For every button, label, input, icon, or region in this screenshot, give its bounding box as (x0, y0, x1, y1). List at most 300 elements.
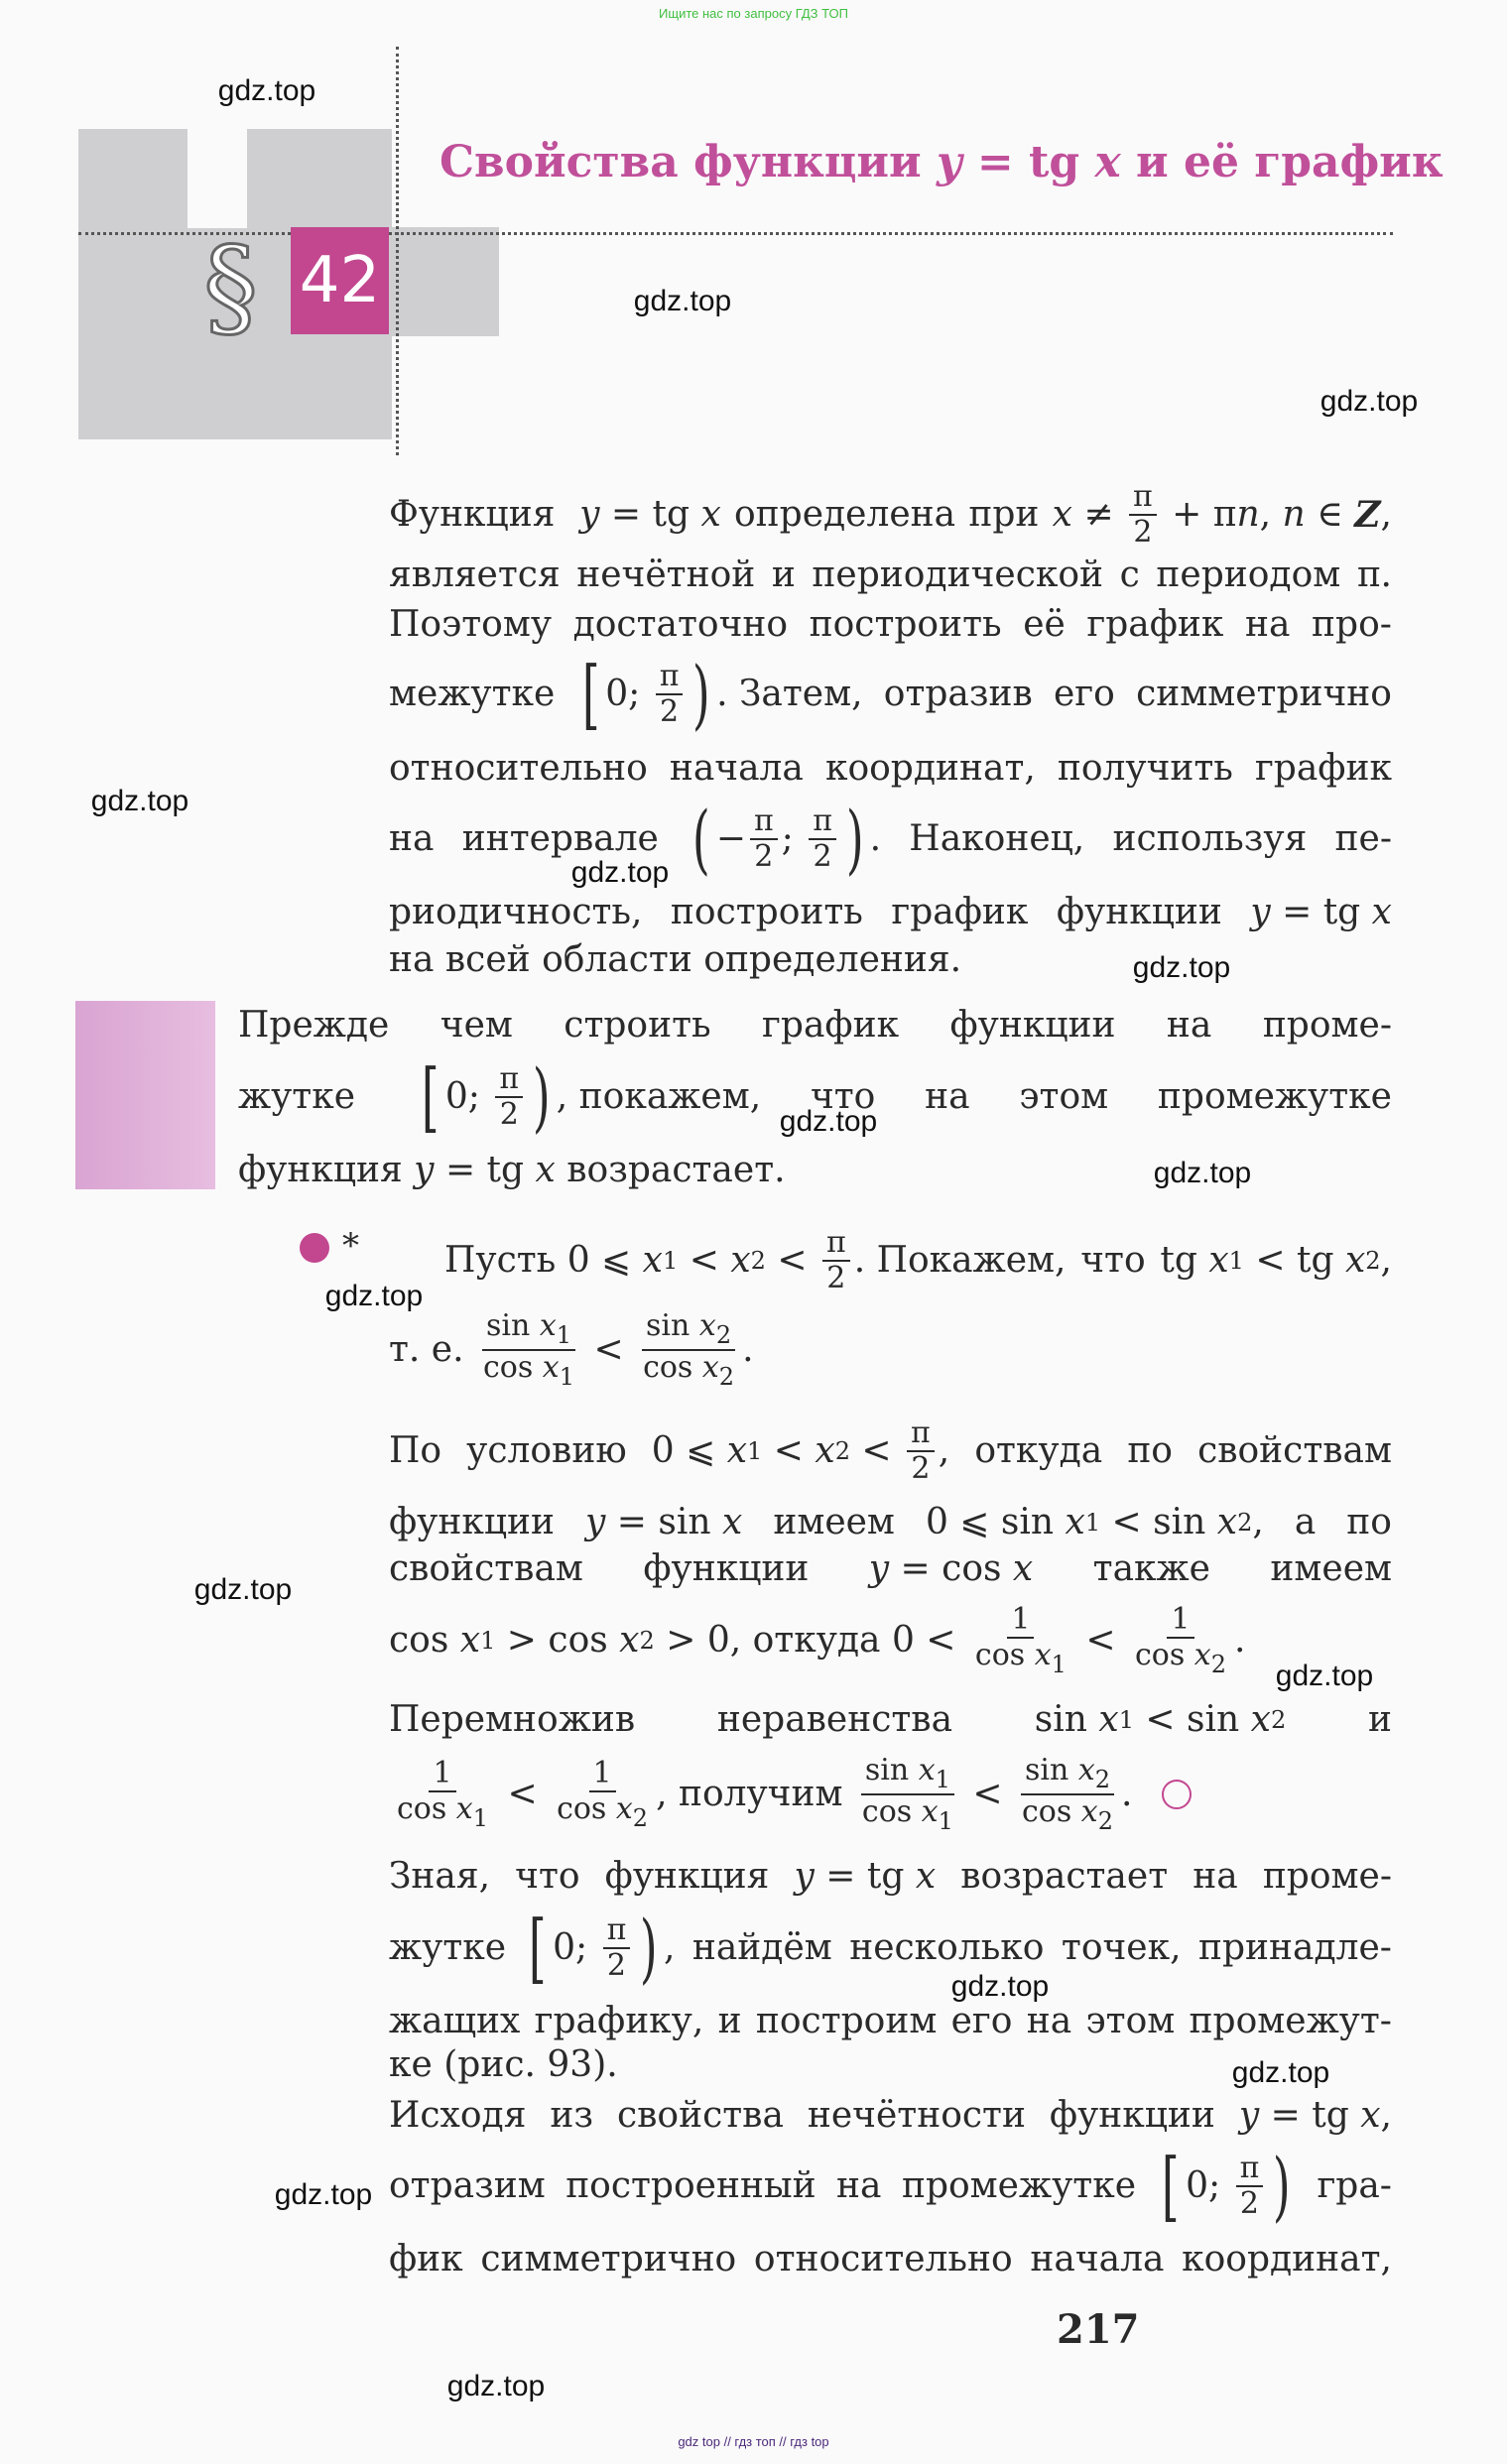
text: , покажем, (556, 1076, 762, 1118)
word (1166, 1005, 1212, 1046)
text-line (389, 1699, 1392, 1740)
top-banner: Ищите нас по запросу ГДЗ ТОП (659, 6, 848, 21)
divider-horizontal (78, 232, 1393, 235)
word (949, 1005, 1116, 1046)
math-var: x (722, 1502, 743, 1542)
text: 2 (660, 694, 680, 730)
text-line (389, 892, 1392, 932)
word (461, 818, 659, 860)
text: По (389, 1430, 442, 1471)
text: cos (1134, 1638, 1194, 1672)
text: π (813, 803, 832, 839)
word (1085, 2001, 1176, 2041)
denominator (1236, 2186, 1263, 2222)
numerator (1167, 1602, 1193, 1639)
text: sin (485, 1308, 540, 1343)
text: , (1252, 1502, 1264, 1542)
word (717, 2001, 742, 2041)
denominator (656, 694, 683, 730)
numerator (750, 803, 778, 840)
fraction (1129, 479, 1157, 550)
text: cos (974, 1638, 1035, 1672)
numerator (656, 659, 684, 695)
word (416, 1052, 762, 1141)
text: < (765, 1240, 818, 1281)
word (762, 1005, 900, 1046)
math-var: x (918, 1753, 936, 1787)
word (389, 1502, 555, 1542)
word (1334, 818, 1392, 860)
math-var: y (1238, 2095, 1260, 2136)
word (925, 1502, 1264, 1542)
math-var: y (579, 494, 600, 535)
denominator (479, 1351, 578, 1389)
word (652, 1418, 949, 1484)
text: из (550, 2095, 594, 2136)
subscript: 2 (639, 1627, 655, 1655)
text: имеем (1270, 1548, 1392, 1589)
math-var: x (1077, 1753, 1095, 1787)
text: π (606, 1912, 627, 1948)
text: < (1073, 1620, 1127, 1661)
word (480, 2239, 737, 2279)
text: = tg (599, 494, 701, 535)
text: π (825, 1225, 846, 1260)
word (643, 1548, 810, 1589)
text: начала (1030, 2239, 1165, 2279)
word (824, 748, 1036, 789)
text: возрастает. (555, 1150, 786, 1190)
subscript: 2 (1270, 1706, 1287, 1734)
text: при (968, 494, 1040, 535)
fraction (809, 803, 836, 875)
word (1197, 1430, 1392, 1471)
word (670, 892, 863, 932)
text: и (717, 2001, 742, 2041)
watermark: gdz.top (90, 785, 189, 817)
text: , (1380, 2095, 1392, 2136)
fraction (393, 1756, 492, 1832)
text: риодичность, (389, 892, 643, 932)
watermark: gdz.top (274, 2178, 373, 2211)
text: < tg (1243, 1240, 1345, 1281)
word (389, 1602, 1246, 1678)
math-var: x (455, 1791, 473, 1826)
text-line (389, 2001, 1392, 2041)
text: функции (1056, 892, 1222, 932)
text: является (389, 554, 561, 595)
word (1262, 1856, 1392, 1897)
text: начала (669, 748, 804, 789)
text: жутке (238, 1076, 367, 1118)
word (1317, 2165, 1392, 2207)
word (1086, 604, 1224, 645)
word (868, 1548, 1034, 1589)
word (1127, 1430, 1173, 1471)
word (1294, 1502, 1317, 1542)
section-symbol: § (203, 223, 258, 350)
bracket: ) (533, 1052, 551, 1141)
text: и (771, 554, 796, 595)
text: π (753, 803, 774, 839)
text: π. (1356, 554, 1392, 595)
text: , (1380, 494, 1392, 535)
math-var: x (642, 1240, 663, 1281)
text-line (389, 1602, 1392, 1678)
word (1057, 748, 1233, 789)
text-line (389, 2239, 1392, 2279)
math-var: x (1360, 2095, 1381, 2136)
text-line (389, 795, 1392, 883)
word (950, 2001, 1013, 2041)
word (1054, 674, 1115, 715)
word (883, 674, 1033, 715)
subscript: 1 (1051, 1651, 1067, 1678)
header-decoration-right (392, 227, 499, 336)
text: sin (646, 1308, 699, 1343)
text: 1 (1171, 1602, 1191, 1637)
text-line (389, 604, 1392, 645)
text: , (663, 1927, 676, 1969)
word (389, 939, 962, 980)
page-number: 217 (1057, 2306, 1140, 2353)
text: график (1086, 604, 1224, 645)
math-var: x (1193, 1638, 1211, 1672)
word (389, 494, 566, 535)
word (1250, 892, 1392, 932)
word (1193, 1856, 1238, 1897)
text: cos (389, 1620, 460, 1661)
word (576, 554, 756, 595)
text: = tg (814, 1856, 916, 1897)
word (389, 2044, 618, 2085)
page-title (440, 137, 1444, 187)
text: 0 ⩽ sin (925, 1502, 1066, 1542)
word (572, 604, 789, 645)
word (1197, 1927, 1392, 1969)
fraction (907, 1418, 935, 1484)
text: 0; (553, 1927, 599, 1969)
text: 2 (813, 839, 832, 875)
denominator (810, 839, 836, 875)
star-icon: * (342, 1226, 359, 1266)
text: на (389, 818, 435, 860)
word (1156, 2142, 1297, 2230)
word (1049, 2095, 1215, 2136)
word (1270, 1548, 1392, 1589)
title-post: и её график (1120, 137, 1444, 187)
text: построенный (565, 2165, 816, 2207)
text: нечётной (576, 554, 756, 595)
word (389, 1927, 507, 1969)
text: межутке (389, 674, 556, 715)
numerator (861, 1753, 954, 1795)
text: условию (466, 1430, 627, 1471)
subscript: 1 (747, 1437, 763, 1465)
subscript: 2 (632, 1804, 649, 1832)
text-line (389, 2095, 1392, 2136)
text: π (1239, 2151, 1260, 2186)
text: несколько (849, 1927, 1045, 1969)
bracket: [ (1162, 2142, 1181, 2230)
text: её (1023, 604, 1066, 645)
text: этом (1019, 1076, 1109, 1118)
text: а (1294, 1502, 1317, 1542)
word (836, 2165, 882, 2207)
text: на всей области определения. (389, 939, 962, 980)
fraction (858, 1753, 957, 1835)
text: на (836, 2165, 882, 2207)
word (901, 2165, 1137, 2207)
math-var: x (698, 1308, 716, 1343)
numerator (482, 1308, 575, 1351)
text: строить (564, 1005, 711, 1046)
text: т. е. (389, 1329, 475, 1370)
word (1026, 2001, 1072, 2041)
word (389, 1856, 491, 1897)
watermark: gdz.top (779, 1105, 878, 1138)
text: интервале (461, 818, 659, 860)
subscript: 2 (718, 1363, 735, 1391)
text: 0; (1186, 2165, 1232, 2207)
denominator (907, 1452, 934, 1484)
text: построим (755, 2001, 938, 2041)
text: относительно (753, 2239, 1013, 2279)
text: промежут- (1189, 2001, 1392, 2041)
text: жутке (389, 1927, 507, 1969)
text: Прежде (238, 1005, 390, 1046)
word (576, 650, 863, 738)
numerator (822, 1225, 850, 1262)
math-var: x (1371, 892, 1392, 932)
word (794, 1856, 937, 1897)
word (1262, 1005, 1392, 1046)
text: отразив (883, 674, 1033, 715)
fraction (1018, 1753, 1117, 1835)
text: < sin (1100, 1502, 1217, 1542)
word (960, 1856, 1169, 1897)
text: 2 (826, 1261, 846, 1295)
word (1092, 1548, 1210, 1589)
text: функции (1049, 2095, 1215, 2136)
text: 0; (605, 674, 652, 715)
denominator (971, 1639, 1070, 1676)
math-var: x (730, 1240, 751, 1281)
text: свойствам (389, 1548, 583, 1589)
text-line (389, 2142, 1392, 2230)
text: 2 (911, 1451, 931, 1486)
text: принадле- (1197, 1927, 1392, 1969)
section-number: 42 (291, 227, 389, 334)
text: и (1367, 1699, 1392, 1740)
text: . (1233, 1620, 1246, 1661)
word (891, 892, 1029, 932)
text: Перемножив (389, 1699, 636, 1740)
text: график (762, 1005, 900, 1046)
text: симметрично (480, 2239, 737, 2279)
word (974, 1430, 1103, 1471)
text: π (911, 1416, 931, 1450)
title-text: Свойства функции (440, 137, 937, 187)
text: относительно (389, 748, 648, 789)
word (1080, 1240, 1146, 1281)
word (579, 494, 721, 535)
text-line (389, 939, 1392, 980)
math-var: x (1052, 494, 1072, 535)
numerator (1236, 2151, 1264, 2187)
word (968, 494, 1040, 535)
denominator (822, 1262, 849, 1294)
text: возрастает (960, 1856, 1169, 1897)
math-var: x (1216, 1502, 1238, 1542)
text: Наконец, (909, 818, 1085, 860)
text: на (1166, 1005, 1212, 1046)
subscript: 1 (559, 1363, 574, 1391)
math-var: n (1282, 494, 1306, 535)
fraction (822, 1225, 850, 1295)
math-var: x (1065, 1502, 1085, 1542)
text: + π (1160, 494, 1237, 535)
word (734, 494, 956, 535)
word (389, 554, 561, 595)
text: cos (483, 1350, 543, 1385)
text: на (1193, 1856, 1238, 1897)
watermark: gdz.top (633, 285, 732, 317)
text: построить (809, 604, 1002, 645)
bracket: [ (529, 1904, 548, 1992)
bracket: ( (692, 795, 710, 883)
word (564, 1005, 711, 1046)
text: . Затем, (716, 674, 863, 715)
word (534, 2001, 704, 2041)
math-var: x (539, 1308, 557, 1343)
word (389, 2165, 546, 2207)
word (238, 1005, 390, 1046)
text: cos (557, 1791, 616, 1826)
math-var: x (815, 1430, 835, 1471)
text: < (496, 1774, 550, 1814)
text: cos (643, 1350, 702, 1385)
word (1367, 1699, 1392, 1740)
text-line (389, 650, 1392, 738)
text: чем (440, 1005, 513, 1046)
math-var: y (1250, 892, 1271, 932)
text: 2 (1133, 515, 1153, 550)
text: 0; (444, 1076, 492, 1118)
title-x: x (1094, 137, 1121, 187)
math-var: y (414, 1150, 435, 1190)
math-var: x (542, 1350, 560, 1385)
text: 2 (1239, 2186, 1260, 2222)
watermark: gdz.top (446, 2370, 546, 2402)
text: ; (781, 818, 806, 860)
math-var: x (619, 1620, 640, 1661)
subscript: 1 (1118, 1706, 1134, 1734)
word (523, 1904, 676, 1992)
text: неравенства (716, 1699, 953, 1740)
text: 1 (433, 1756, 452, 1790)
text: получить (1057, 748, 1233, 789)
text: отразим (389, 2165, 546, 2207)
header-decoration-gap (188, 129, 247, 228)
math-var: x (700, 494, 721, 535)
text: 2 (754, 839, 774, 875)
math-var: x (1344, 1240, 1366, 1281)
denominator (750, 839, 777, 875)
math-var: y (585, 1502, 606, 1542)
word (691, 1927, 832, 1969)
text: гра- (1317, 2165, 1392, 2207)
numerator (589, 1756, 616, 1792)
text: на (1026, 2001, 1072, 2041)
text: его (1054, 674, 1115, 715)
text: = cos (889, 1548, 1013, 1589)
watermark: gdz.top (193, 1573, 293, 1606)
denominator (603, 1948, 630, 1984)
subscript: 1 (556, 1321, 572, 1349)
word (716, 1699, 953, 1740)
text: , (1259, 494, 1283, 535)
text-line (238, 1005, 1392, 1046)
watermark: gdz.top (1132, 951, 1231, 984)
text: координат, (1182, 2239, 1392, 2279)
word (1346, 1502, 1392, 1542)
text: sin (1034, 1699, 1099, 1740)
text: 2 (499, 1097, 519, 1133)
text: cos (397, 1791, 456, 1826)
text: = tg (1270, 892, 1372, 932)
watermark: gdz.top (1275, 1660, 1374, 1692)
text: что (1080, 1240, 1146, 1281)
bracket: ) (692, 650, 711, 738)
text: > 0, откуда 0 < (654, 1620, 967, 1661)
text: свойствам (1197, 1430, 1392, 1471)
word (1312, 604, 1392, 645)
word (238, 1150, 786, 1190)
text: имеем (773, 1502, 895, 1542)
text: что (515, 1856, 580, 1897)
numerator (603, 1912, 631, 1949)
word (755, 2001, 938, 2041)
text: < (678, 1240, 731, 1281)
word (389, 1308, 754, 1391)
word (389, 2095, 527, 2136)
math-var: x (915, 1856, 937, 1897)
text: π (1133, 479, 1153, 514)
bullet-icon (300, 1233, 329, 1263)
word (1160, 1240, 1392, 1281)
numerator (1129, 479, 1157, 516)
text: что (810, 1076, 876, 1118)
subscript: 2 (1365, 1247, 1381, 1275)
word (849, 1927, 1045, 1969)
numerator (642, 1308, 735, 1351)
word (389, 1548, 583, 1589)
text: . Покажем, (853, 1240, 1067, 1281)
text: 1 (592, 1756, 612, 1790)
text: π (659, 659, 680, 694)
fraction (639, 1308, 738, 1391)
word (585, 1502, 743, 1542)
text: Пусть 0 ⩽ (444, 1240, 643, 1281)
bracket: ) (640, 1904, 659, 1992)
text: , (1380, 1240, 1392, 1281)
bracket: ) (845, 795, 864, 883)
word (753, 2239, 1013, 2279)
text: этом (1085, 2001, 1176, 2041)
text: 2 (606, 1948, 626, 1984)
text: функции (389, 1502, 555, 1542)
